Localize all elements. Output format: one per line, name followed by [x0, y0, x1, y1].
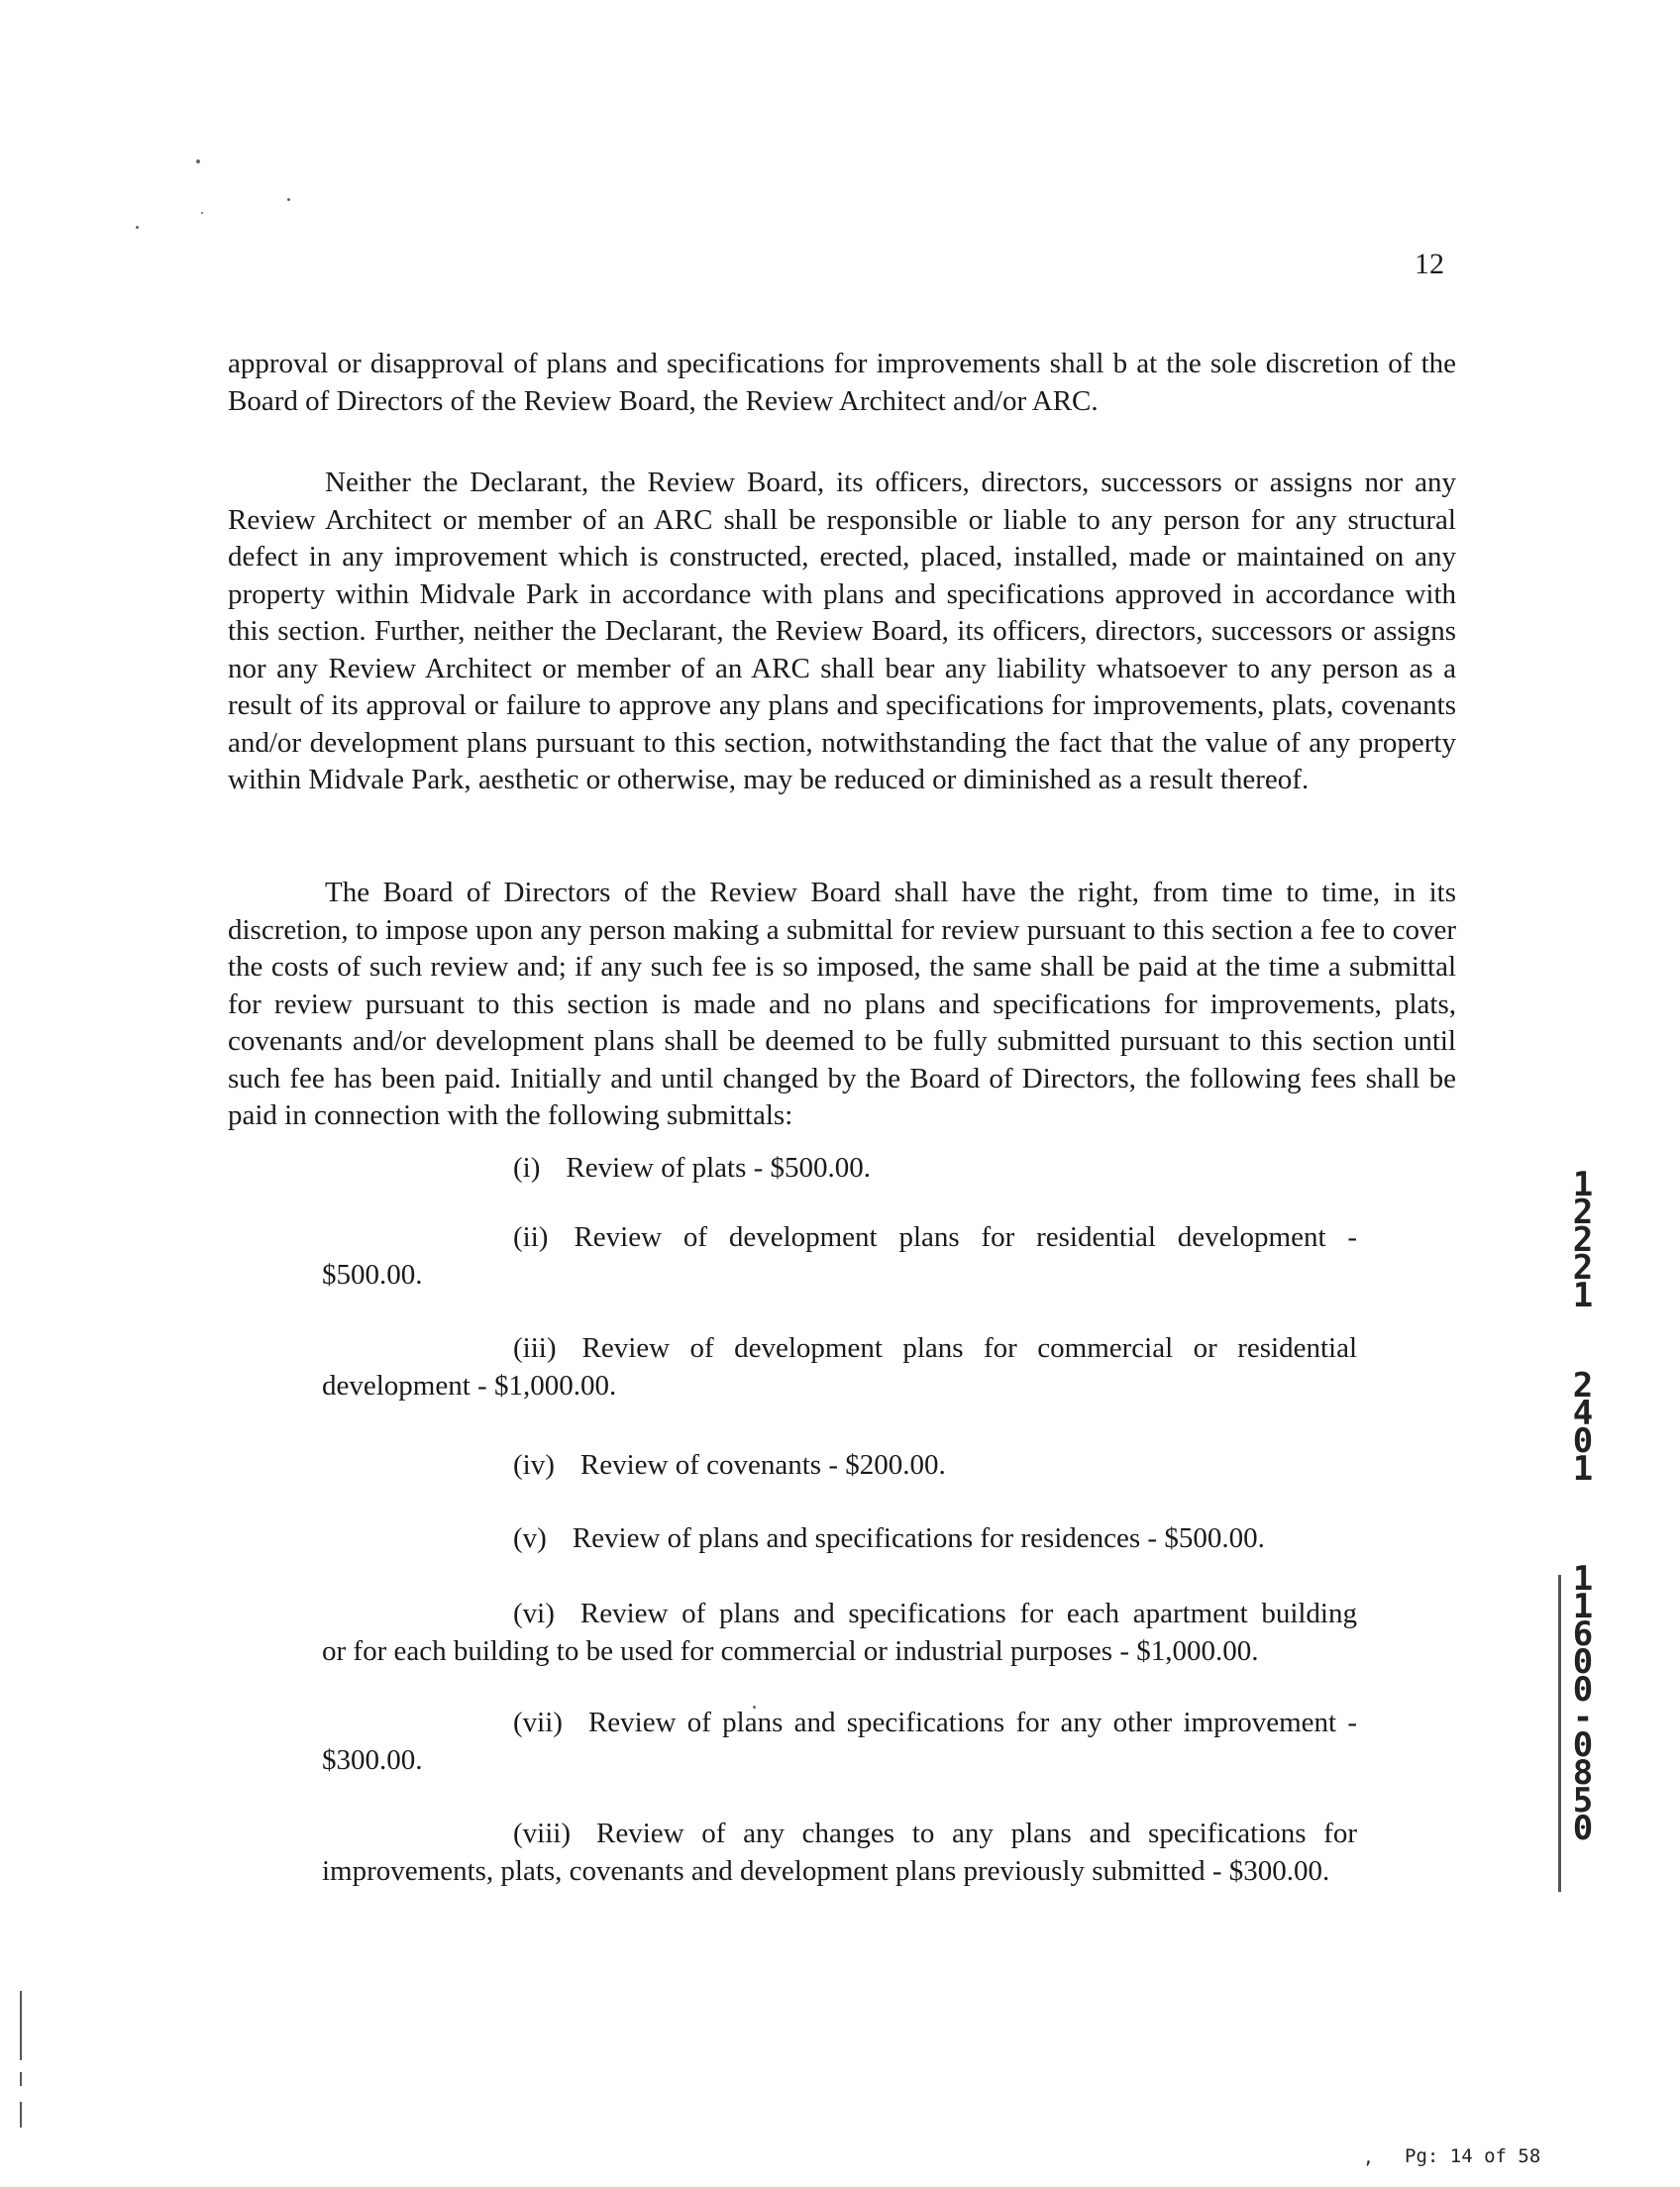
fee-number: (vi) [513, 1598, 555, 1629]
fee-text: Review of plans and specifications for each apartment building [579, 1598, 1357, 1629]
footer-marker: , [1363, 2147, 1374, 2168]
fee-number: (viii) [513, 1818, 571, 1849]
fee-item [322, 1815, 1357, 1890]
fee-text: Review of plats - $500.00. [566, 1152, 872, 1184]
scan-speck [201, 212, 203, 214]
scan-margin-line [20, 2102, 22, 2128]
footer-page-count: Pg: 14 of 58 [1405, 2145, 1541, 2167]
scan-speck [136, 226, 139, 229]
scan-speck [287, 198, 290, 201]
fee-text: Review of development plans for residential development - [574, 1221, 1357, 1253]
fee-number: (iv) [513, 1449, 555, 1481]
stamp-bar [1558, 1575, 1561, 1892]
fee-text-continuation: $500.00. [322, 1259, 423, 1291]
page-number: 12 [1415, 248, 1444, 280]
fee-text-continuation: $300.00. [322, 1744, 423, 1776]
fee-text-continuation: development - $1,000.00. [322, 1370, 617, 1402]
fee-number: (vii) [513, 1707, 563, 1738]
fee-item [322, 1329, 1357, 1405]
fee-text: Review of covenants - $200.00. [579, 1449, 946, 1481]
fee-text: Review of development plans for commercial or residential [581, 1332, 1357, 1364]
fee-item [513, 1446, 946, 1484]
fee-item [322, 1595, 1357, 1670]
fee-text-continuation: improvements, plats, covenants and development plans previously submitted - $300.00. [322, 1855, 1330, 1887]
fee-number: (i) [513, 1152, 541, 1184]
recording-stamp-digits: 2401 [1572, 1366, 1594, 1489]
fee-number: (v) [513, 1522, 547, 1554]
fee-item [513, 1519, 1265, 1557]
fee-text: Review of any changes to any plans and specifications for [596, 1818, 1357, 1849]
fee-item [513, 1149, 871, 1187]
scan-margin-line [20, 2072, 22, 2086]
paragraph-continuation: approval or disapproval of plans and specifications for improvements shall b at the sole discretion of the Board of Directors of the Review Board, the Review Architect and/or ARC. [228, 348, 1456, 417]
fee-number: (ii) [513, 1221, 549, 1253]
fee-number: (iii) [513, 1332, 557, 1364]
scan-margin-line [20, 1991, 22, 2060]
recording-stamp-digits: 12221 [1572, 1165, 1594, 1315]
fee-text-continuation: or for each building to be used for commercial or industrial purposes - $1,000.00. [322, 1635, 1259, 1667]
paragraph-fees: The Board of Directors of the Review Board shall have the right, from time to time, in its discretion, to impose upon any person making a submittal for review pursuant to this section a fee to cover the costs of such review and; if any such fee is so imposed, the same shall be paid at the time a submittal for review pursuant to this section is made and no plans and specifications for improvements, plats, covenants and/or development plans shall be deemed to be fully submitted pursuant to this section until such fee has been paid. Initially and until changed by the Board of Directors, the following fees shall be paid in connection with the following submittals: [228, 877, 1456, 1131]
recording-stamp-digits: 11600-0850 [1572, 1559, 1594, 1848]
fee-text: Review of plans and specifications for residences - $500.00. [572, 1522, 1265, 1554]
fee-item [322, 1704, 1357, 1779]
scan-speck [196, 159, 200, 163]
paragraph-liability: Neither the Declarant, the Review Board, its officers, directors, successors or assigns nor any Review Architect or member of an ARC shall be responsible or liable to any person for any structural defect in any improvement which is constructed, erected, placed, installed, made or maintained on any property within Midvale Park in accordance with plans and specifications approved in accordance with this section. Further, neither the Declarant, the Review Board, its officers, directors, successors or assigns nor any Review Architect or member of an ARC shall bear any liability whatsoever to any person as a result of its approval or failure to approve any plans and specifications for improvements, plats, covenants and/or development plans pursuant to this section, notwithstanding the fact that the value of any property within Midvale Park, aesthetic or otherwise, may be reduced or diminished as a result thereof. [228, 467, 1456, 795]
fee-text: Review of plans and specifications for any other improvement - [587, 1707, 1357, 1738]
fee-item [322, 1218, 1357, 1294]
